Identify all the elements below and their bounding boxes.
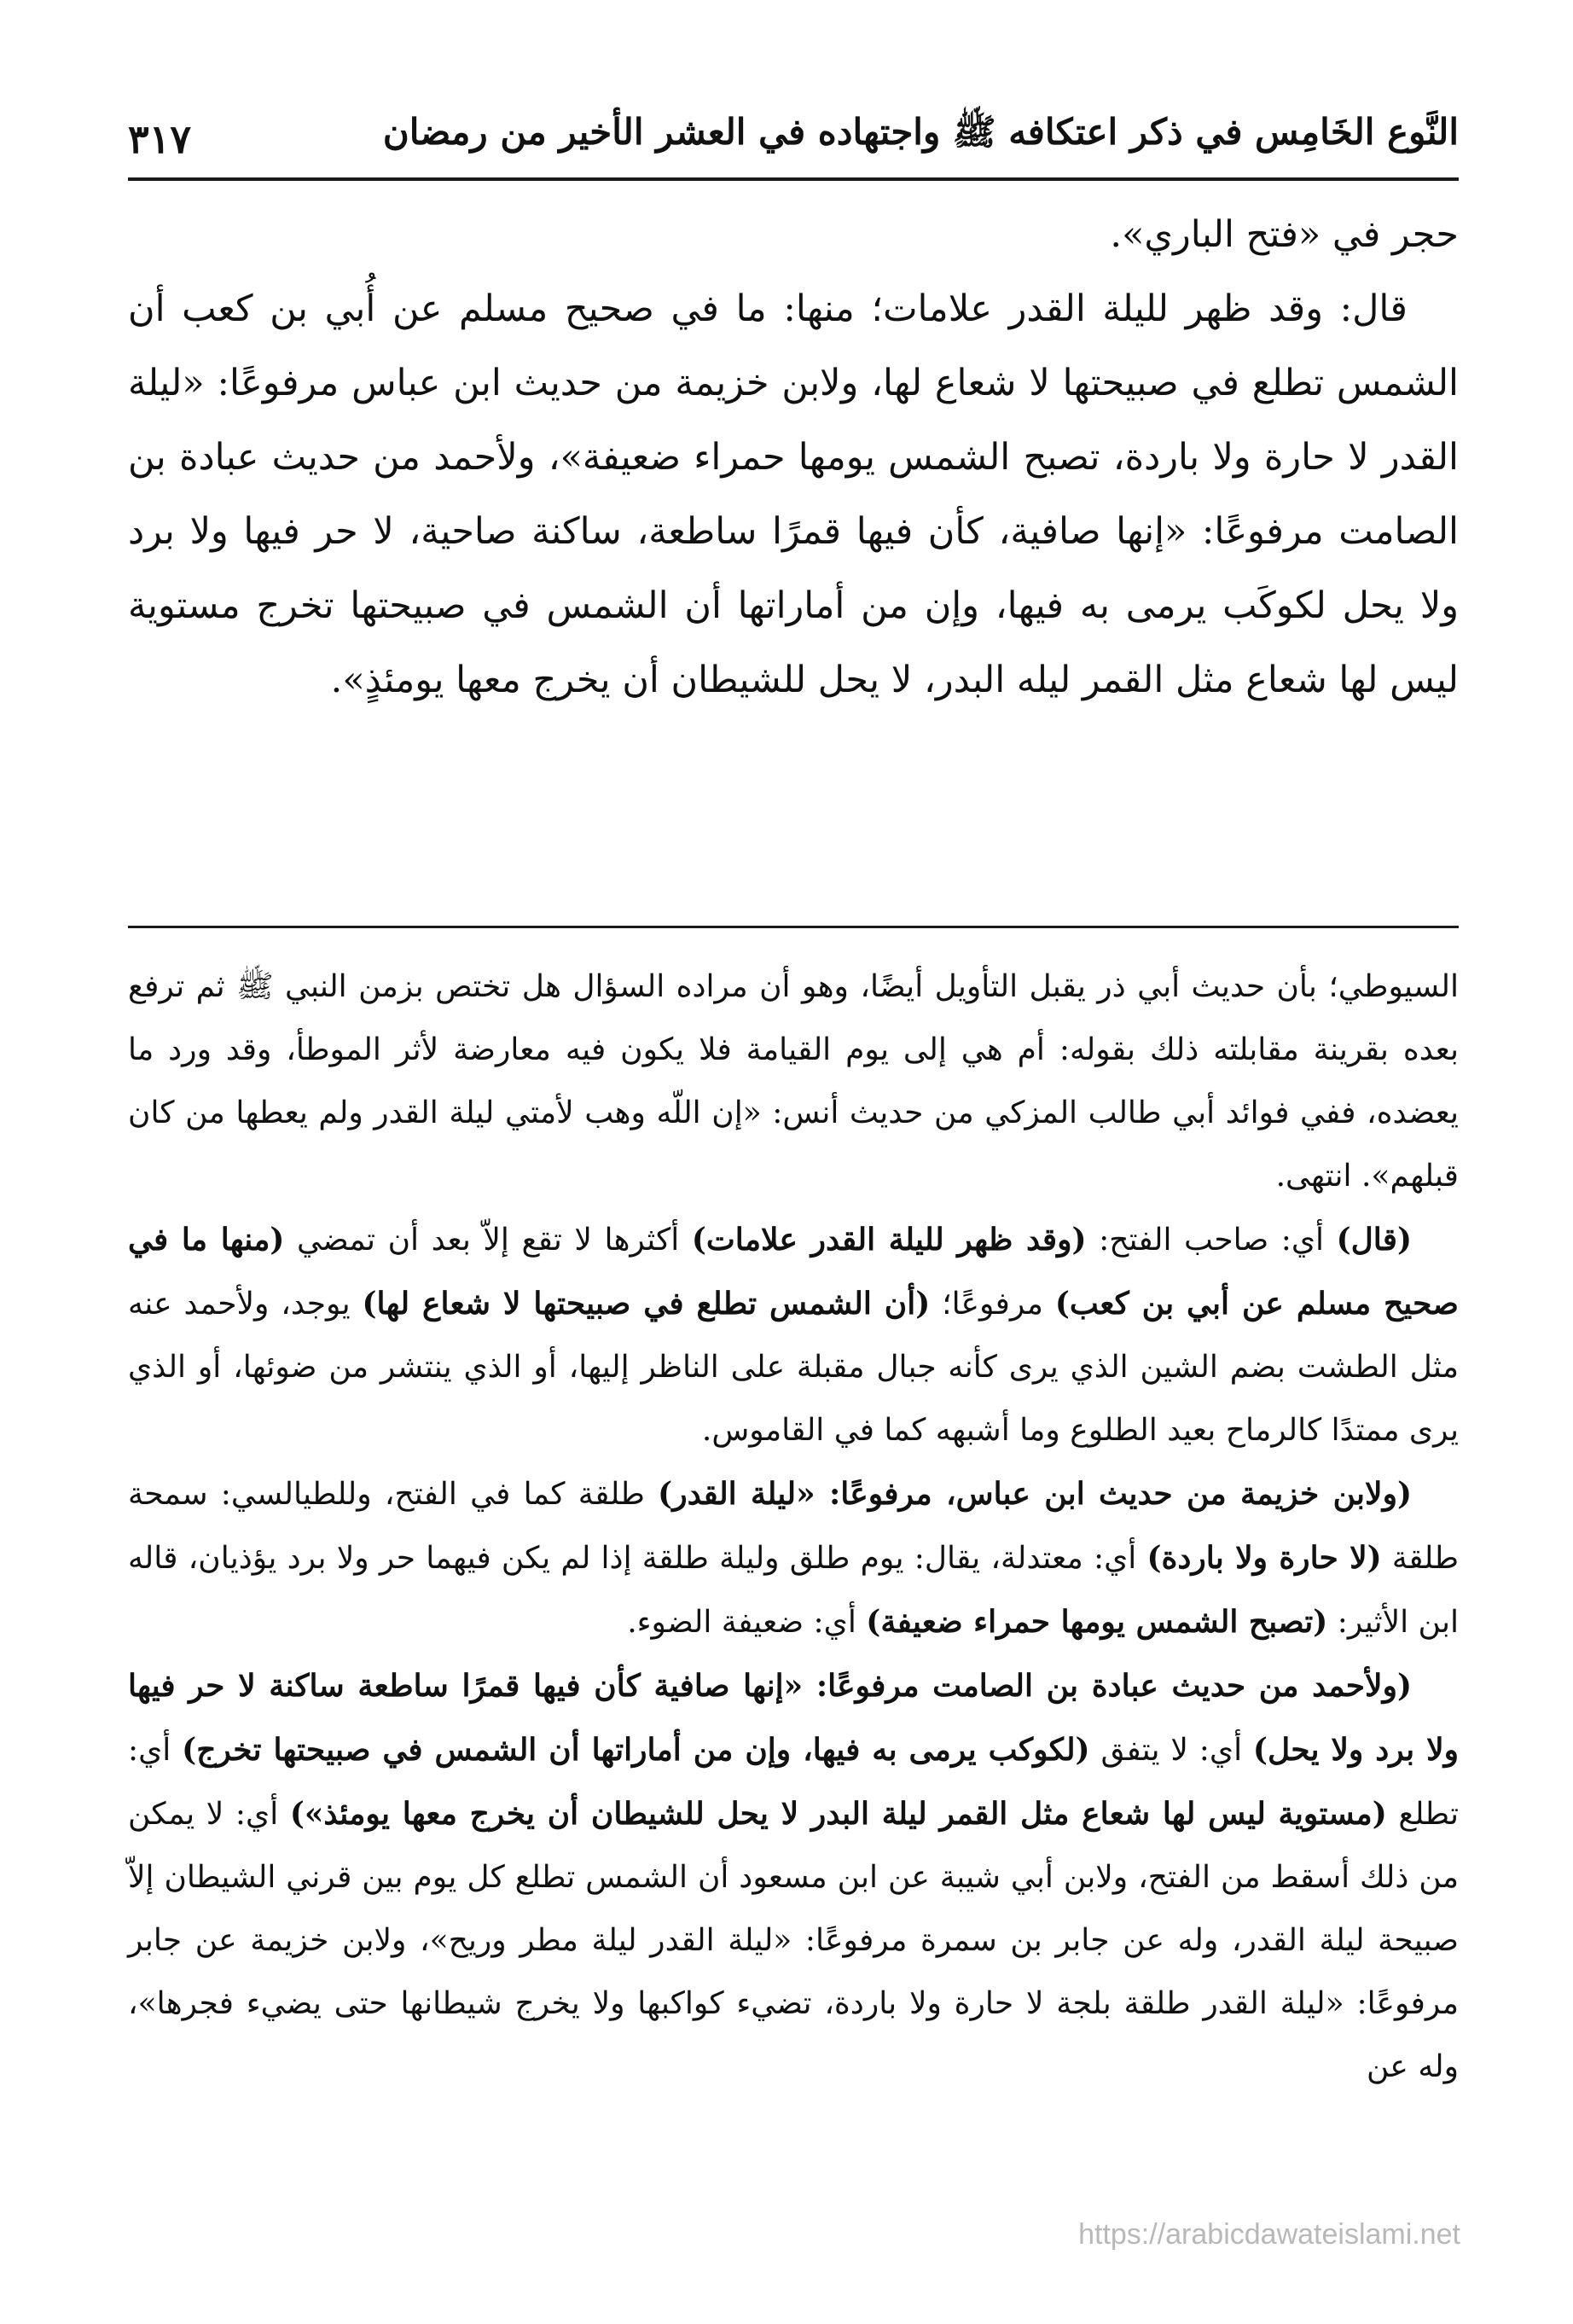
commentary-text: أكثرها لا تقع إلاّ بعد أن تمضي <box>284 1223 692 1258</box>
quoted-phrase: (أن الشمس تطلع في صبيحتها لا شعاع لها) <box>362 1286 931 1322</box>
quoted-phrase: (ولابن خزيمة من حديث ابن عباس، مرفوعًا: «ليلة القدر) <box>658 1476 1412 1512</box>
quoted-phrase: (تصبح الشمس يومها حمراء ضعيفة) <box>866 1604 1328 1640</box>
quoted-phrase: (قال) <box>1336 1222 1412 1258</box>
commentary-text: أي: معتدلة، يقال: يوم طلق وليلة طلقة إذا لم يكن فيهما حر ولا برد يؤذيان، قاله ابن الأثير: <box>128 1541 1459 1640</box>
footnote-paragraph <box>128 1462 1459 1654</box>
footnote-paragraph <box>128 1208 1459 1462</box>
commentary-text: مرفوعًا؛ <box>930 1287 1055 1322</box>
footnote-paragraph: السيوطي؛ بأن حديث أبي ذر يقبل التأويل أيضًا، وهو أن مراده السؤال هل تختص بزمن النبي ﷺ ثم ترفع بعده بقرينة مقابلته ذلك بقوله: أم هي إلى يوم القيامة فلا يكون فيه معارضة لأثر الموطأ، وقد ورد ما يعضده، ففي فوائد أبي طالب المزكي من حديث أنس: «إن اللّه وهب لأمتي ليلة القدر ولم يعطها من كان قبلهم». انتهى. <box>128 969 1459 1194</box>
footnotes <box>128 956 1459 2099</box>
book-page <box>128 94 1459 2295</box>
header-rule <box>128 177 1459 181</box>
quoted-phrase: (وقد ظهر لليلة القدر علامات) <box>691 1222 1087 1258</box>
main-text <box>128 198 1459 718</box>
main-line-continuation: حجر في «فتح الباري». <box>1110 213 1459 256</box>
running-title: النَّوع الخَامِس في ذكر اعتكافه ﷺ واجتهاده في العشر الأخير من رمضان <box>382 111 1459 153</box>
watermark-url: https://arabicdawateislami.net <box>1078 2218 1460 2251</box>
footnote-paragraph <box>128 1654 1459 2099</box>
quoted-phrase: (لكوكب يرمى به فيها، وإن من أماراتها أن الشمس في صبيحتها تخرج) <box>182 1732 1090 1768</box>
commentary-text: يوجد، ولأحمد عنه مثل الطشت بضم الشين الذي يرى كأنه جبال مقبلة على الناظر إليها، أو الذي ينتشر من ضوئها، أو الذي يرى ممتدًا كالرماح بعيد الطلوع وما أشبهه كما في القاموس. <box>128 1287 1459 1448</box>
footnote-rule <box>128 926 1459 928</box>
main-paragraph: قال: وقد ظهر لليلة القدر علامات؛ منها: ما في صحيح مسلم عن أُبي بن كعب أن الشمس تطلع في صبيحتها لا شعاع لها، ولابن خزيمة من حديث ابن عباس مرفوعًا: «ليلة القدر لا حارة ولا باردة، تصبح الشمس يومها حمراء ضعيفة»، ولأحمد من حديث عبادة بن الصامت مرفوعًا: «إنها صافية، كأن فيها قمرًا ساطعة، ساكنة صاحية، لا حر فيها ولا برد ولا يحل لكوكَب يرمى به فيها، وإن من أماراتها أن الشمس في صبيحتها تخرج مستوية ليس لها شعاع مثل القمر ليله البدر، لا يحل للشيطان أن يخرج معها يومئذٍ». <box>128 288 1459 701</box>
commentary-text: أي: لا يتفق <box>1089 1733 1253 1768</box>
commentary-text: أي: صاحب الفتح: <box>1086 1223 1337 1258</box>
quoted-phrase: (لا حارة ولا باردة) <box>1146 1540 1382 1576</box>
quoted-phrase: (ولأحمد من حديث عبادة بن الصامت مرفوعًا: «إنها صافية كأن فيها قمرًا ساطعة ساكنة لا حر فيها ولا برد ولا يحل) <box>128 1668 1460 1768</box>
page-number: ٣١٧ <box>128 116 192 162</box>
quoted-phrase: (منها ما في صحيح مسلم عن أبي بن كعب) <box>128 1222 1459 1322</box>
commentary-text: أي: لا يمكن من ذلك أسقط من الفتح، ولابن أبي شيبة عن ابن مسعود أن الشمس تطلع كل يوم بين قرني الشيطان إلاّ صبيحة ليلة القدر، وله عن جابر بن سمرة مرفوعًا: «ليلة القدر ليلة مطر وريح»، ولابن خزيمة عن جابر مرفوعًا: «ليلة القدر طلقة بلجة لا حارة ولا باردة، تضيء كواكبها ولا يخرج شيطانها حتى يضيء فجرها»، وله عن <box>128 1797 1459 2084</box>
commentary-text: أي: تطلع <box>128 1733 1459 1832</box>
commentary-text: طلقة كما في الفتح، وللطيالسي: سمحة طلقة <box>128 1477 1459 1576</box>
page-header <box>128 94 1459 162</box>
commentary-text: أي: ضعيفة الضوء. <box>627 1605 867 1640</box>
quoted-phrase: (مستوية ليس لها شعاع مثل القمر ليلة البدر لا يحل للشيطان أن يخرج معها يومئذ») <box>289 1796 1387 1832</box>
